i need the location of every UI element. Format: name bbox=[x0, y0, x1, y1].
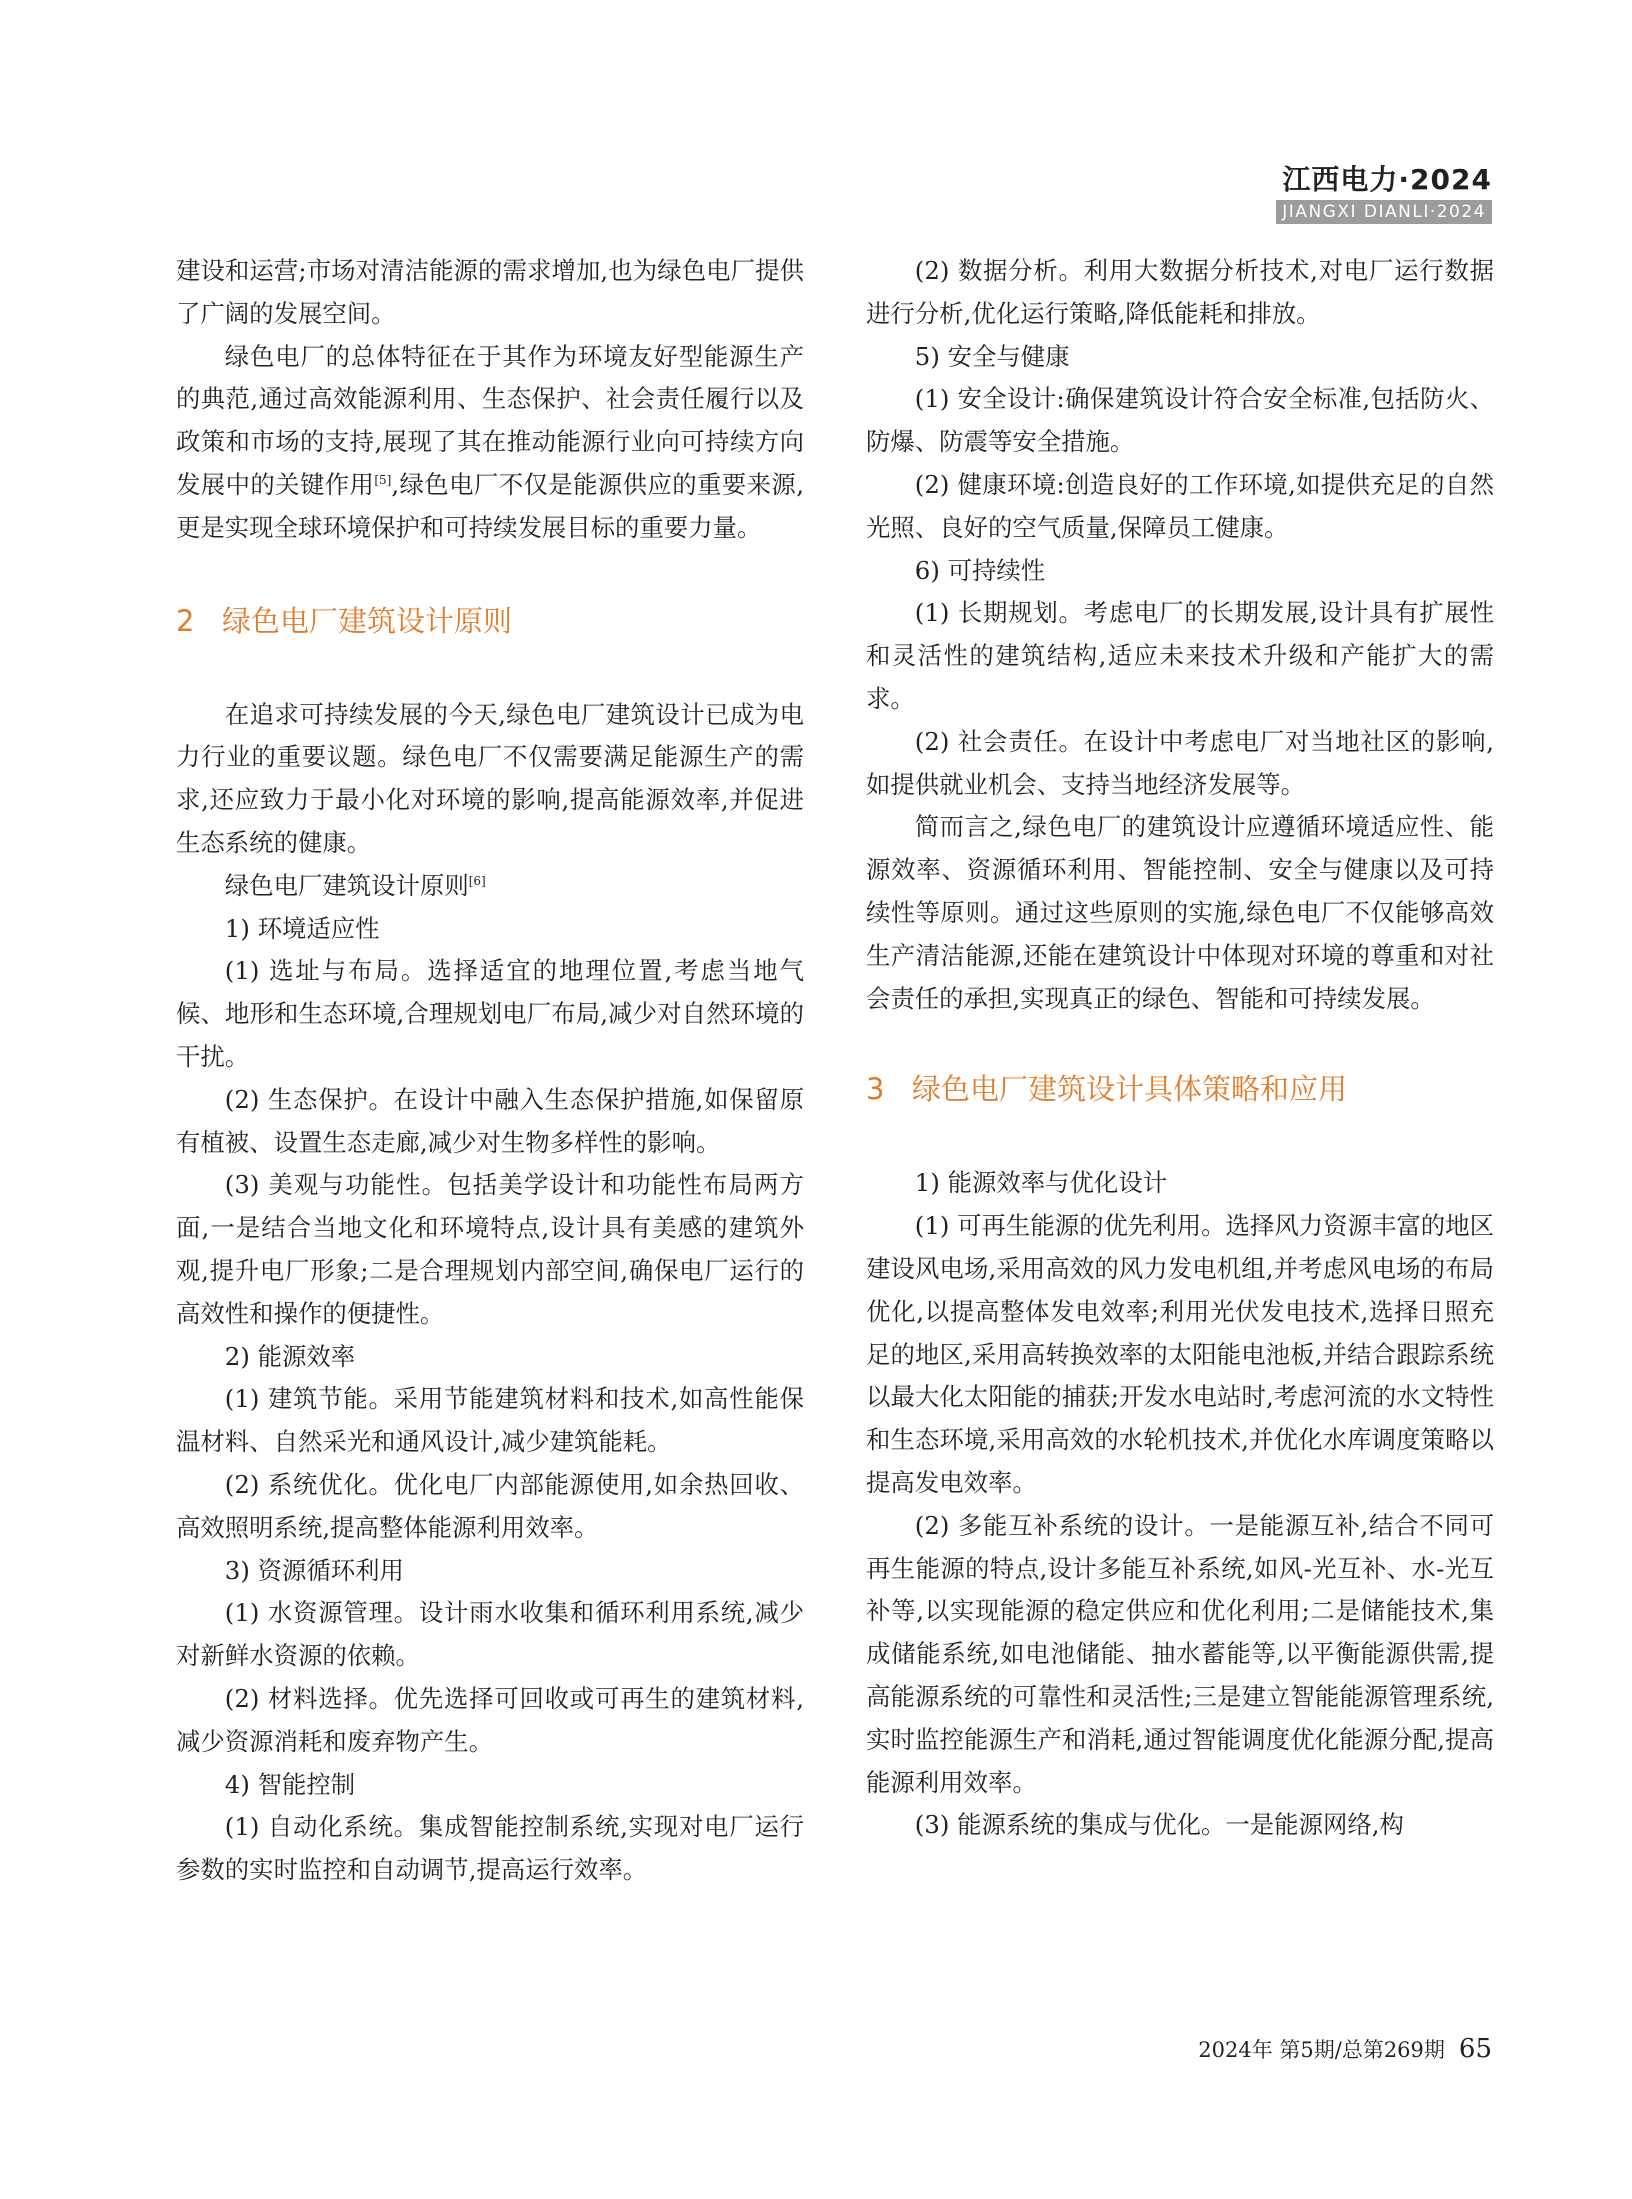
journal-subtitle: JIANGXI DIANLI·2024 bbox=[1276, 200, 1492, 224]
paragraph: (2) 生态保护。在设计中融入生态保护措施,如保留原有植被、设置生态走廊,减少对生物多样性的影响。 bbox=[176, 1084, 804, 1157]
section-heading bbox=[176, 600, 804, 642]
subsection-heading: 1) 能源效率与优化设计 bbox=[914, 1168, 1168, 1198]
subsection-heading: 1) 环境适应性 bbox=[224, 913, 380, 943]
paragraph: (2) 社会责任。在设计中考虑电厂对当地社区的影响,如提供就业机会、支持当地经济发展等。 bbox=[866, 726, 1494, 799]
paragraph: (1) 长期规划。考虑电厂的长期发展,设计具有扩展性和灵活性的建筑结构,适应未来技术升级和产能扩大的需求。 bbox=[866, 598, 1494, 713]
subsection-heading: 6) 可持续性 bbox=[914, 555, 1046, 585]
paragraph: (2) 多能互补系统的设计。一是能源互补,结合不同可再生能源的特点,设计多能互补系统,如风-光互补、水-光互补等,以实现能源的稳定供应和优化利用;二是储能技术,集成储能系统,如电池储能、抽水蓄能等,以平衡能源供需,提高能源系统的可靠性和灵活性;三是建立智能能源管理系统,实时监控能源生产和消耗,通过智能调度优化能源分配,提高能源利用效率。 bbox=[866, 1510, 1494, 1797]
subsection-heading: 3) 资源循环利用 bbox=[224, 1555, 404, 1585]
citation-ref: [5] bbox=[374, 472, 392, 487]
paragraph: 绿色电厂建筑设计原则[6] bbox=[224, 870, 486, 900]
paragraph: (2) 系统优化。优化电厂内部能源使用,如余热回收、高效照明系统,提高整体能源利用效率。 bbox=[176, 1469, 804, 1542]
section-heading bbox=[866, 1068, 1494, 1110]
subsection-heading: 5) 安全与健康 bbox=[914, 341, 1070, 371]
subsection-heading: 2) 能源效率 bbox=[224, 1341, 356, 1371]
paragraph: (3) 美观与功能性。包括美学设计和功能性布局两方面,一是结合当地文化和环境特点,设计具有美感的建筑外观,提升电厂形象;二是合理规划内部空间,确保电厂运行的高效性和操作的便捷性。 bbox=[176, 1170, 804, 1328]
subsection-heading: 4) 智能控制 bbox=[224, 1769, 356, 1799]
paragraph: (1) 建筑节能。采用节能建筑材料和技术,如高性能保温材料、自然采光和通风设计,减少建筑能耗。 bbox=[176, 1384, 804, 1457]
section-title: 绿色电厂建筑设计具体策略和应用 bbox=[912, 1072, 1348, 1107]
right-column bbox=[866, 250, 1494, 1847]
paragraph: 在追求可持续发展的今天,绿色电厂建筑设计已成为电力行业的重要议题。绿色电厂不仅需要满足能源生产的需求,还应致力于最小化对环境的影响,提高能源效率,并促进生态系统的健康。 bbox=[176, 699, 804, 857]
citation-ref: [6] bbox=[468, 873, 486, 888]
paragraph: 建设和运营;市场对清洁能源的需求增加,也为绿色电厂提供了广阔的发展空间。 bbox=[176, 256, 804, 328]
section-number: 3 bbox=[866, 1072, 885, 1107]
paragraph: 绿色电厂的总体特征在于其作为环境友好型能源生产的典范,通过高效能源利用、生态保护、社会责任履行以及政策和市场的支持,展现了其在推动能源行业向可持续方向发展中的关键作用[5],绿色电厂不仅是能源供应的重要来源,更是实现全球环境保护和可持续发展目标的重要力量。 bbox=[176, 341, 804, 542]
left-column bbox=[176, 250, 804, 1892]
journal-title: 江西电力·2024 bbox=[1282, 163, 1492, 196]
paragraph: (2) 材料选择。优先选择可回收或可再生的建筑材料,减少资源消耗和废弃物产生。 bbox=[176, 1683, 804, 1756]
paragraph: (2) 健康环境:创造良好的工作环境,如提供充足的自然光照、良好的空气质量,保障员工健康。 bbox=[866, 469, 1494, 542]
section-title: 绿色电厂建筑设计原则 bbox=[222, 603, 513, 638]
paragraph: (1) 选址与布局。选择适宜的地理位置,考虑当地气候、地形和生态环境,合理规划电厂布局,减少对自然环境的干扰。 bbox=[176, 956, 804, 1071]
paragraph: (1) 自动化系统。集成智能控制系统,实现对电厂运行参数的实时监控和自动调节,提高运行效率。 bbox=[176, 1812, 804, 1885]
paragraph: (1) 安全设计:确保建筑设计符合安全标准,包括防火、防爆、防震等安全措施。 bbox=[866, 384, 1494, 457]
paragraph: (3) 能源系统的集成与优化。一是能源网络,构 bbox=[914, 1810, 1404, 1840]
page-footer bbox=[1198, 2034, 1492, 2064]
section-number: 2 bbox=[176, 603, 195, 638]
paragraph: (2) 数据分析。利用大数据分析技术,对电厂运行数据进行分析,优化运行策略,降低能耗和排放。 bbox=[866, 256, 1494, 328]
paragraph: (1) 水资源管理。设计雨水收集和循环利用系统,减少对新鲜水资源的依赖。 bbox=[176, 1598, 804, 1671]
journal-header bbox=[1276, 162, 1492, 224]
page-number: 65 bbox=[1458, 2034, 1492, 2064]
paragraph: 简而言之,绿色电厂的建筑设计应遵循环境适应性、能源效率、资源循环利用、智能控制、安全与健康以及可持续性等原则。通过这些原则的实施,绿色电厂不仅能够高效生产清洁能源,还能在建筑设计中体现对环境的尊重和对社会责任的承担,实现真正的绿色、智能和可持续发展。 bbox=[866, 812, 1494, 1013]
paragraph: (1) 可再生能源的优先利用。选择风力资源丰富的地区建设风电场,采用高效的风力发电机组,并考虑风电场的布局优化,以提高整体发电效率;利用光伏发电技术,选择日照充足的地区,采用高转换效率的太阳能电池板,并结合跟踪系统以最大化太阳能的捕获;开发水电站时,考虑河流的水文特性和生态环境,采用高效的水轮机技术,并优化水库调度策略以提高发电效率。 bbox=[866, 1211, 1494, 1497]
issue-info: 2024年 第5期/总第269期 bbox=[1198, 2038, 1445, 2062]
